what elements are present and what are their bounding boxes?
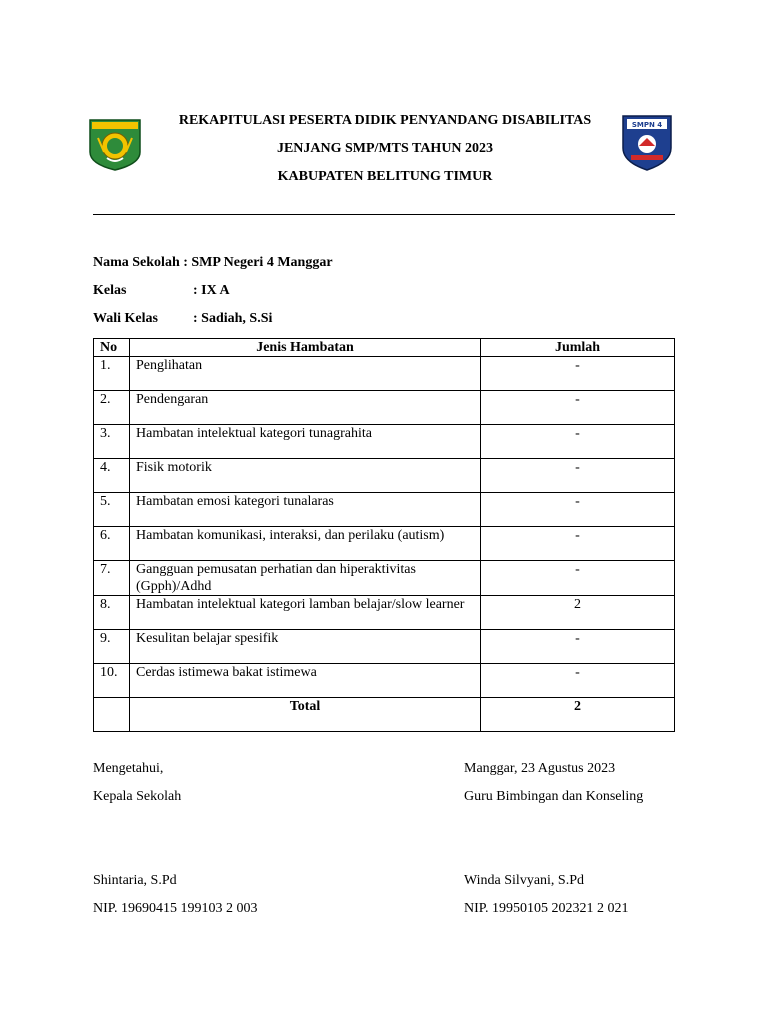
table-row: [94, 561, 675, 596]
row-jenis: Gangguan pemusatan perhatian dan hiperaktivitas (Gpph)/Adhd: [130, 561, 481, 596]
document-title-line-3: KABUPATEN BELITUNG TIMUR: [277, 169, 493, 184]
row-no: 3.: [94, 425, 130, 459]
total-no-cell: [94, 698, 130, 732]
row-no: 7.: [94, 561, 130, 596]
header-no: No: [94, 339, 130, 357]
row-no: 9.: [94, 630, 130, 664]
row-jenis: Hambatan komunikasi, interaksi, dan perilaku (autism): [130, 527, 481, 561]
table-row: [94, 459, 675, 493]
left-signature-name: Shintaria, S.Pd: [93, 873, 177, 888]
row-no: 6.: [94, 527, 130, 561]
table-row: [94, 493, 675, 527]
kelas-value: : IX A: [193, 283, 230, 298]
row-jenis: Hambatan intelektual kategori tunagrahita: [130, 425, 481, 459]
row-no: 10.: [94, 664, 130, 698]
row-jumlah: -: [481, 357, 675, 391]
table-row: [94, 391, 675, 425]
header-divider: [93, 214, 675, 215]
wali-kelas-label: Wali Kelas: [93, 311, 158, 326]
table-row: [94, 630, 675, 664]
right-signature-line-2: Guru Bimbingan dan Konseling: [464, 789, 644, 804]
row-jenis: Cerdas istimewa bakat istimewa: [130, 664, 481, 698]
wali-kelas-value: : Sadiah, S.Si: [193, 311, 273, 326]
row-jumlah: -: [481, 493, 675, 527]
total-value: 2: [481, 698, 675, 732]
row-jumlah: -: [481, 459, 675, 493]
table-row: [94, 527, 675, 561]
row-jenis: Hambatan intelektual kategori lamban belajar/slow learner: [130, 596, 481, 630]
row-no: 5.: [94, 493, 130, 527]
table-total-row: [94, 698, 675, 732]
row-jenis: Fisik motorik: [130, 459, 481, 493]
document-title-line-2: JENJANG SMP/MTS TAHUN 2023: [276, 141, 494, 156]
row-no: 4.: [94, 459, 130, 493]
table-row: [94, 664, 675, 698]
row-no: 1.: [94, 357, 130, 391]
info-wali-kelas: [93, 311, 273, 327]
row-jumlah: -: [481, 527, 675, 561]
nama-sekolah-value: : SMP Negeri 4 Manggar: [183, 255, 333, 270]
row-jumlah: 2: [481, 596, 675, 630]
logo-right-label: SMPN 4: [631, 121, 663, 129]
kelas-label: Kelas: [93, 283, 127, 298]
disability-table: [93, 338, 675, 732]
total-label: Total: [130, 698, 481, 732]
row-no: 2.: [94, 391, 130, 425]
row-jumlah: -: [481, 425, 675, 459]
left-signature-line-2: Kepala Sekolah: [93, 789, 182, 804]
table-row: [94, 425, 675, 459]
left-signature-nip: NIP. 19690415 199103 2 003: [93, 901, 258, 916]
table-row: [94, 596, 675, 630]
info-nama-sekolah: [93, 255, 333, 271]
row-jumlah: -: [481, 630, 675, 664]
table-header-row: [94, 339, 675, 357]
row-jenis: Pendengaran: [130, 391, 481, 425]
header-jenis-hambatan: Jenis Hambatan: [130, 339, 481, 357]
header-jumlah: Jumlah: [481, 339, 675, 357]
row-jumlah: -: [481, 391, 675, 425]
row-jumlah: -: [481, 561, 675, 596]
row-jenis: Hambatan emosi kategori tunalaras: [130, 493, 481, 527]
info-kelas: [93, 283, 230, 299]
right-signature-nip: NIP. 19950105 202321 2 021: [464, 901, 629, 916]
right-signature-line-1: Manggar, 23 Agustus 2023: [464, 761, 616, 776]
right-signature-name: Winda Silvyani, S.Pd: [464, 873, 584, 888]
belitung-timur-logo: [88, 118, 142, 172]
table-row: [94, 357, 675, 391]
row-no: 8.: [94, 596, 130, 630]
document-title-line-1: REKAPITULASI PESERTA DIDIK PENYANDANG DISABILITAS: [178, 113, 592, 128]
row-jenis: Penglihatan: [130, 357, 481, 391]
row-jumlah: -: [481, 664, 675, 698]
row-jenis: Kesulitan belajar spesifik: [130, 630, 481, 664]
nama-sekolah-label: Nama Sekolah: [93, 255, 180, 270]
left-signature-line-1: Mengetahui,: [93, 761, 164, 776]
